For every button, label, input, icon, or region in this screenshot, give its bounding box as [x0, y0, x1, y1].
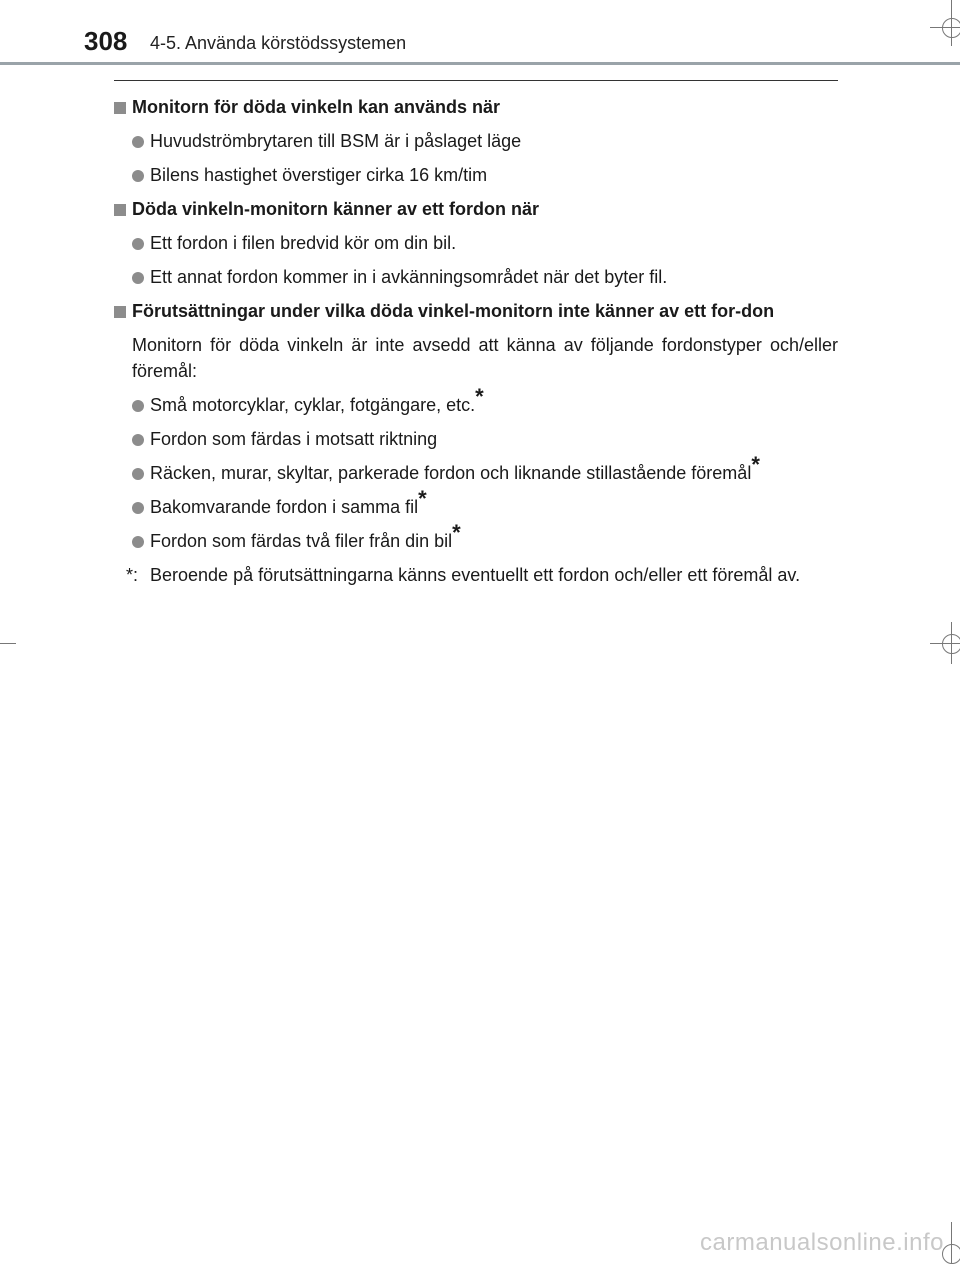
list-item-text: Fordon som färdas två filer från din bil — [150, 531, 453, 551]
page-header — [0, 0, 960, 65]
top-rule — [114, 80, 838, 81]
square-bullet-icon — [114, 102, 126, 114]
list-item — [114, 384, 838, 418]
circle-bullet-icon — [132, 400, 144, 412]
square-bullet-icon — [114, 204, 126, 216]
footnote-star: * — [452, 520, 461, 545]
section-title: 4-5. Använda körstödssystemen — [150, 33, 407, 53]
main-content — [114, 94, 838, 588]
circle-bullet-icon — [132, 136, 144, 148]
section-heading — [114, 196, 838, 222]
list-item-text: Huvudströmbrytaren till BSM är i påslaget läge — [150, 131, 522, 151]
section-heading — [114, 94, 838, 120]
section-heading-text: Döda vinkeln-monitorn känner av ett fordon när — [132, 199, 540, 219]
list-item — [114, 426, 838, 452]
list-item-text: Ett annat fordon kommer in i avkänningsområdet när det byter fil. — [150, 267, 668, 287]
list-item — [114, 264, 838, 290]
list-item-text: Ett fordon i filen bredvid kör om din bil. — [150, 233, 457, 253]
footnote-star: * — [751, 452, 760, 477]
square-bullet-icon — [114, 306, 126, 318]
list-item-text: Fordon som färdas i motsatt riktning — [150, 429, 438, 449]
list-item-text: Små motorcyklar, cyklar, fotgängare, etc. — [150, 395, 476, 415]
footnote-star: * — [418, 486, 427, 511]
circle-bullet-icon — [132, 272, 144, 284]
section-heading-text: Förutsättningar under vilka döda vinkel-monitorn inte känner av ett for-don — [132, 301, 775, 321]
circle-bullet-icon — [132, 434, 144, 446]
circle-bullet-icon — [132, 536, 144, 548]
circle-bullet-icon — [132, 238, 144, 250]
page-number: 308 — [84, 26, 128, 56]
footnote-star: * — [475, 384, 484, 409]
list-item — [114, 486, 838, 520]
list-item — [114, 230, 838, 256]
section-paragraph: Monitorn för döda vinkeln är inte avsedd att känna av följande fordonstyper och/eller föremål: — [132, 335, 838, 381]
section-heading — [114, 298, 838, 324]
list-item-text: Bakomvarande fordon i samma fil — [150, 497, 419, 517]
footnote-marker: *: — [126, 565, 139, 585]
circle-bullet-icon — [132, 502, 144, 514]
footnote-text: Beroende på förutsättningarna känns eventuellt ett fordon och/eller ett föremål av. — [150, 565, 801, 585]
circle-bullet-icon — [132, 170, 144, 182]
list-item-text: Bilens hastighet överstiger cirka 16 km/tim — [150, 165, 488, 185]
footnote — [114, 562, 838, 588]
list-item — [114, 128, 838, 154]
watermark: carmanualsonline.info — [700, 1229, 944, 1256]
section-heading-text: Monitorn för döda vinkeln kan används när — [132, 97, 501, 117]
list-item — [114, 452, 838, 486]
circle-bullet-icon — [132, 468, 144, 480]
list-item-text: Räcken, murar, skyltar, parkerade fordon och liknande stillastående föremål — [150, 463, 752, 483]
list-item — [114, 162, 838, 188]
list-item — [114, 520, 838, 554]
